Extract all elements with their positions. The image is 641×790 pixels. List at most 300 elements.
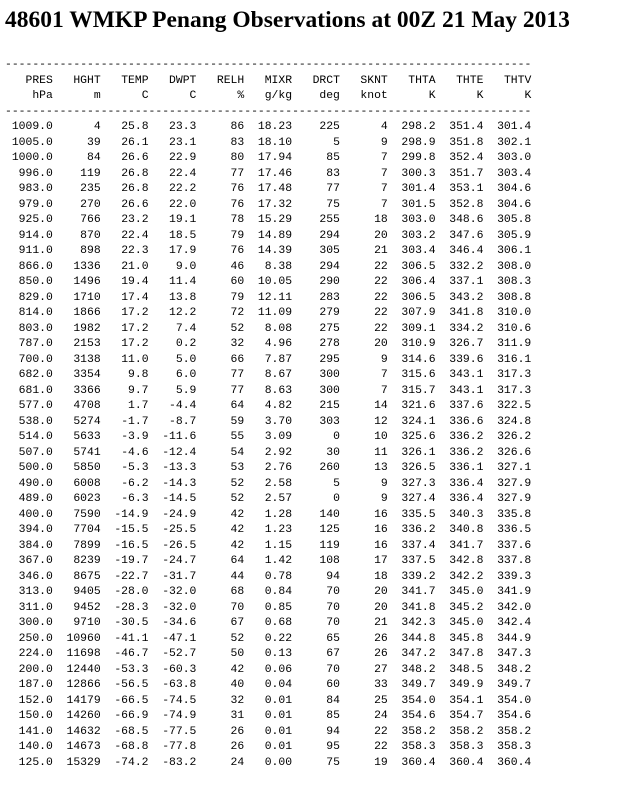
table-row-cell: 352.8 [449, 198, 484, 211]
table-row-cell: 65 [326, 632, 340, 645]
table-row-cell: 342.8 [449, 555, 484, 567]
table-row-cell: 300.0 [18, 617, 53, 629]
table-row [5, 632, 531, 648]
table-row [5, 415, 531, 431]
table-row-cell: -66.9 [114, 710, 149, 722]
table-row-cell: 299.8 [401, 152, 436, 164]
table-row-cell: 346.0 [18, 570, 53, 583]
column-unit [5, 89, 531, 105]
table-row-cell: 67 [230, 617, 245, 629]
table-row [5, 120, 531, 136]
table-row-cell: 306.5 [401, 260, 436, 273]
table-row-cell: 26.6 [121, 198, 149, 211]
table-row-cell: 32 [230, 338, 245, 350]
table-row-cell: 150.0 [18, 710, 53, 722]
table-row-cell: 301.4 [497, 121, 532, 133]
table-row-cell: 305.9 [497, 229, 532, 242]
table-row-cell: 22 [374, 725, 388, 738]
table-row-cell: 119 [80, 167, 101, 180]
table-row-cell: 26.8 [121, 167, 149, 180]
table-row-cell: 346.4 [449, 245, 484, 257]
table-row-cell: 337.1 [449, 276, 484, 288]
table-row-cell: 345.2 [449, 601, 484, 614]
table-row-cell: 979.0 [18, 198, 53, 211]
table-row-cell: 77 [230, 167, 245, 180]
table-row [5, 554, 531, 570]
table-row-cell: 681.0 [18, 384, 53, 397]
table-row-cell: 64 [230, 400, 245, 412]
table-row-cell: 11.0 [121, 353, 149, 366]
table-row-cell: 26.8 [121, 183, 149, 195]
table-row-cell: 577.0 [18, 400, 53, 412]
table-row-cell: 300.3 [401, 167, 436, 180]
table-row-cell: 26 [374, 648, 388, 660]
table-row-cell: 21.0 [121, 260, 149, 273]
table-row-cell: 3.70 [264, 415, 293, 428]
table-row-cell: 86 [230, 121, 245, 133]
table-row-cell: 354.7 [449, 710, 484, 722]
table-row-cell: 850.0 [18, 276, 53, 288]
table-row-cell: 18 [374, 214, 388, 226]
table-row-cell: 4708 [73, 400, 101, 412]
table-row-cell: 11698 [66, 648, 101, 660]
table-row-cell: 347.3 [497, 648, 532, 660]
table-row-cell: 68 [230, 586, 245, 598]
table-row-cell: 310.6 [497, 322, 532, 335]
table-row-cell: -66.5 [114, 694, 149, 707]
table-row-cell: 1.7 [128, 400, 149, 412]
table-row [5, 399, 531, 415]
table-row [5, 260, 531, 276]
rule-line: ----------------------------------------------------------------------------- [5, 59, 532, 71]
table-row-cell: 10.05 [257, 276, 293, 288]
table-row-cell: -68.5 [114, 725, 149, 738]
table-row-cell: 75 [326, 198, 340, 211]
table-row-cell: 95 [326, 741, 340, 753]
table-row-cell: 10960 [66, 632, 101, 645]
table-row-cell: 314.6 [401, 353, 436, 366]
table-row-cell: 0.22 [264, 632, 293, 645]
table-row-cell: 489.0 [18, 493, 53, 505]
column-header-cell: DRCT [312, 74, 340, 87]
table-row-cell: 24 [230, 756, 245, 769]
table-row-cell: 5.0 [175, 353, 197, 366]
table-row-cell: -5.3 [121, 462, 149, 474]
table-row-cell: 308.0 [497, 260, 532, 273]
table-row-cell: 14179 [66, 694, 101, 707]
table-row-cell: 9 [380, 493, 388, 505]
table-row-cell: 358.2 [497, 725, 532, 738]
table-row-cell: 12.2 [169, 307, 197, 319]
table-row-cell: 354.1 [449, 694, 484, 707]
table-row-cell: 1336 [73, 260, 101, 273]
table-row-cell: 345.0 [449, 617, 484, 629]
column-header-cell: THTA [408, 74, 436, 87]
table-row-cell: 7 [380, 152, 388, 164]
column-unit-cell: C [141, 90, 149, 102]
table-row-cell: 1009.0 [11, 121, 53, 133]
table-row-cell: -30.5 [114, 617, 149, 629]
table-row-cell: 23.3 [169, 121, 197, 133]
table-row-cell: 16 [374, 539, 388, 552]
table-row [5, 740, 531, 756]
table-row-cell: 7 [380, 198, 388, 211]
table-row-cell: 22 [374, 291, 388, 304]
table-row-cell: 7 [380, 369, 388, 381]
table-row-cell: 303.0 [401, 214, 436, 226]
table-row-cell: 358.3 [401, 741, 436, 753]
table-row-cell: 125 [319, 524, 340, 536]
table-row-cell: 0.01 [264, 725, 293, 738]
table-row-cell: 4 [380, 121, 388, 133]
table-row-cell: 306.4 [401, 276, 436, 288]
table-row-cell: 305 [319, 245, 340, 257]
table-row-cell: 26 [230, 741, 245, 753]
table-row-cell: 22.0 [169, 198, 197, 211]
column-header-cell: RELH [216, 74, 245, 87]
table-row-cell: 2.57 [264, 493, 293, 505]
table-row-cell: -8.7 [169, 415, 197, 428]
table-row-cell: 17.9 [169, 245, 197, 257]
table-row-cell: 327.3 [401, 477, 436, 490]
table-row-cell: 367.0 [18, 555, 53, 567]
column-unit-cell: C [189, 90, 197, 102]
table-row-cell: -3.9 [121, 431, 149, 443]
table-row-cell: 0.2 [175, 338, 197, 350]
table-row-cell: 27 [374, 663, 388, 676]
table-row-cell: 22.4 [169, 167, 197, 180]
table-row-cell: 42 [230, 524, 245, 536]
table-row-cell: 384.0 [18, 539, 53, 552]
table-row-cell: 70 [230, 601, 245, 614]
table-row-cell: 337.6 [497, 539, 532, 552]
table-row-cell: 340.3 [449, 508, 484, 521]
table-row-cell: 84 [326, 694, 340, 707]
table-row-cell: 224.0 [18, 648, 53, 660]
table-row-cell: 141.0 [18, 725, 53, 738]
table-row-cell: 766 [80, 214, 101, 226]
table-row-cell: 22.3 [121, 245, 149, 257]
table-row-cell: 342.4 [497, 617, 532, 629]
table-row-cell: 225 [319, 121, 340, 133]
table-row-cell: 235 [80, 183, 101, 195]
table-row [5, 756, 531, 772]
table-row-cell: 353.1 [449, 183, 484, 195]
table-row-cell: -77.5 [162, 725, 197, 738]
table-row-cell: 14673 [66, 741, 101, 753]
table-row-cell: 3354 [73, 369, 101, 381]
column-header [5, 74, 531, 90]
table-row-cell: 1710 [73, 291, 101, 304]
table-row-cell: 64 [230, 555, 245, 567]
table-row [5, 430, 531, 446]
table-row-cell: 17.2 [121, 307, 149, 319]
table-row-cell: 6023 [73, 493, 101, 505]
table-row-cell: 348.2 [401, 663, 436, 676]
table-row-cell: 358.3 [497, 741, 532, 753]
table-row-cell: 354.0 [401, 694, 436, 707]
table-row-cell: 327.9 [497, 477, 532, 490]
table-row-cell: 26 [230, 725, 245, 738]
table-row-cell: 310.0 [497, 307, 532, 319]
table-row-cell: 341.8 [449, 307, 484, 319]
table-row-cell: 345.0 [449, 586, 484, 598]
table-row-cell: 20 [374, 229, 388, 242]
table-row-cell: 307.9 [401, 307, 436, 319]
table-row-cell: 22 [374, 276, 388, 288]
table-row-cell: 76 [230, 183, 245, 195]
table-row-cell: 40 [230, 679, 245, 691]
table-row-cell: 278 [319, 338, 340, 350]
table-row-cell: 279 [319, 307, 340, 319]
table-row-cell: -77.8 [162, 741, 197, 753]
table-row-cell: -68.8 [114, 741, 149, 753]
table-row-cell: 22.2 [169, 183, 197, 195]
table-row-cell: 8.67 [264, 369, 293, 381]
table-row-cell: 5633 [73, 431, 101, 443]
table-row-cell: -4.4 [169, 400, 197, 412]
table-row-cell: 983.0 [18, 183, 53, 195]
table-row-cell: 354.0 [497, 694, 532, 707]
table-row-cell: 327.1 [497, 462, 532, 474]
table-row-cell: 814.0 [18, 307, 53, 319]
table-row-cell: 303 [319, 415, 340, 428]
table-row-cell: 911.0 [18, 245, 53, 257]
table-row-cell: 14260 [66, 710, 101, 722]
table-row-cell: 3138 [73, 353, 101, 366]
table-row-cell: -26.5 [162, 539, 197, 552]
table-row-cell: 0.84 [264, 586, 293, 598]
table-row-cell: 25.8 [121, 121, 149, 133]
column-header-cell: MIXR [264, 74, 293, 87]
table-row-cell: 7 [380, 167, 388, 180]
table-row-cell: 60 [230, 276, 245, 288]
table-row-cell: 70 [326, 601, 340, 614]
table-row-cell: 8239 [73, 555, 101, 567]
table-row-cell: 0 [333, 431, 340, 443]
column-unit-cell: K [524, 90, 532, 102]
table-row-cell: 305.8 [497, 214, 532, 226]
table-row-cell: 300 [319, 384, 340, 397]
table-row-cell: 0.04 [264, 679, 293, 691]
table-row-cell: 294 [319, 229, 340, 242]
table-row-cell: -6.3 [121, 493, 149, 505]
table-row-cell: 348.5 [449, 663, 484, 676]
table-row-cell: 347.2 [401, 648, 436, 660]
table-row-cell: 1982 [73, 322, 101, 335]
table-row-cell: 301.5 [401, 198, 436, 211]
table-row-cell: 345.8 [449, 632, 484, 645]
table-row-cell: 9.8 [128, 369, 149, 381]
table-row-cell: 9405 [73, 586, 101, 598]
table-row-cell: 0.06 [264, 663, 293, 676]
table-row-cell: 360.4 [449, 756, 484, 769]
table-row-cell: 22 [374, 322, 388, 335]
column-header-cell: THTV [503, 74, 532, 87]
table-row-cell: 16 [374, 524, 388, 536]
table-row-cell: 351.7 [449, 167, 484, 180]
table-row-cell: 9 [380, 477, 388, 490]
table-row [5, 523, 531, 539]
table-row-cell: 77 [230, 369, 245, 381]
table-row [5, 182, 531, 198]
table-row-cell: 341.7 [449, 539, 484, 552]
table-row-cell: 70 [326, 663, 340, 676]
table-row-cell: 317.3 [497, 384, 532, 397]
table-row-cell: 14.39 [257, 245, 293, 257]
table-row-cell: 335.5 [401, 508, 436, 521]
table-row-cell: 12 [374, 415, 388, 428]
table-row-cell: 317.3 [497, 369, 532, 381]
table-row-cell: -32.0 [162, 601, 197, 614]
table-row-cell: -11.6 [162, 431, 197, 443]
page-title: 48601 WMKP Penang Observations at 00Z 21 May 2013 [5, 7, 570, 33]
table-row-cell: 339.2 [401, 570, 436, 583]
table-row-cell: 326.1 [401, 446, 436, 459]
table-row-cell: 0.01 [264, 741, 293, 753]
table-row [5, 585, 531, 601]
table-row-cell: -22.7 [114, 570, 149, 583]
table-row-cell: 1.23 [264, 524, 293, 536]
column-header-cell: HGHT [73, 74, 101, 87]
table-row-cell: 321.6 [401, 400, 436, 412]
table-row-cell: 326.6 [497, 446, 532, 459]
table-row [5, 446, 531, 462]
table-row-cell: 17.2 [121, 338, 149, 350]
table-row-cell: 15329 [66, 756, 101, 769]
table-row-cell: 354.6 [497, 710, 532, 722]
column-unit-cell: g/kg [264, 90, 293, 102]
table-row-cell: 3.09 [264, 431, 293, 443]
table-row-cell: 326.7 [449, 338, 484, 350]
table-row-cell: 340.8 [449, 524, 484, 536]
table-row-cell: 14632 [66, 725, 101, 738]
table-row-cell: 108 [319, 555, 340, 567]
table-row-cell: 700.0 [18, 353, 53, 366]
table-row-cell: 21 [374, 245, 388, 257]
table-row-cell: 0.00 [264, 756, 293, 769]
table-row-cell: 316.1 [497, 353, 532, 366]
table-row [5, 151, 531, 167]
table-row-cell: -52.7 [162, 648, 197, 660]
table-row-cell: 352.4 [449, 152, 484, 164]
table-row-cell: -16.5 [114, 539, 149, 552]
table-row-cell: -56.5 [114, 679, 149, 691]
table-row-cell: 17.94 [257, 152, 293, 164]
table-row-cell: 20 [374, 586, 388, 598]
table-row-cell: 39 [87, 136, 101, 149]
table-row-cell: 5 [333, 477, 340, 490]
table-row-cell: 140 [319, 508, 340, 521]
table-row-cell: 9452 [73, 601, 101, 614]
table-row-cell: 24 [374, 710, 388, 722]
table-row-cell: 33 [374, 679, 388, 691]
table-row-cell: -25.5 [162, 524, 197, 536]
table-row-cell: 1.42 [264, 555, 293, 567]
table-row-cell: 337.4 [401, 539, 436, 552]
table-row [5, 322, 531, 338]
table-row [5, 725, 531, 741]
table-row-cell: 12866 [66, 679, 101, 691]
table-row-cell: 11 [374, 446, 388, 459]
table-row-cell: 7899 [73, 539, 101, 552]
table-row-cell: 8.08 [264, 322, 293, 335]
table-row-cell: 9 [380, 136, 388, 149]
column-header-cell: TEMP [121, 74, 149, 87]
table-row-cell: 1.28 [264, 508, 293, 521]
table-row-cell: 13.8 [169, 291, 197, 304]
table-row-cell: 327.9 [497, 493, 532, 505]
table-row-cell: -32.0 [162, 586, 197, 598]
table-row-cell: 14.89 [257, 229, 293, 242]
table-row-cell: 829.0 [18, 291, 53, 304]
table-row-cell: 8675 [73, 570, 101, 583]
table-row [5, 539, 531, 555]
table-row [5, 709, 531, 725]
table-row-cell: 22.4 [121, 229, 149, 242]
table-row-cell: 22 [374, 307, 388, 319]
table-row-cell: 6.0 [175, 369, 197, 381]
table-row-cell: 351.8 [449, 136, 484, 149]
table-row-cell: 4.82 [264, 400, 293, 412]
table-row-cell: 337.8 [497, 555, 532, 567]
table-row [5, 601, 531, 617]
table-row-cell: 294 [319, 260, 340, 273]
table-row-cell: 324.8 [497, 415, 532, 428]
table-row-cell: 342.0 [497, 601, 532, 614]
table-row-cell: 50 [230, 648, 245, 660]
table-row-cell: 25 [374, 694, 388, 707]
table-row-cell: 358.2 [449, 725, 484, 738]
table-row-cell: 20 [374, 601, 388, 614]
table-row-cell: 348.2 [497, 663, 532, 676]
table-row-cell: 339.6 [449, 353, 484, 366]
table-row-cell: 336.6 [449, 415, 484, 428]
table-row-cell: 5741 [73, 446, 101, 459]
table-row-cell: 17.48 [257, 183, 293, 195]
rule-line: ----------------------------------------------------------------------------- [5, 105, 532, 118]
column-unit-cell: K [428, 90, 436, 102]
table-row [5, 167, 531, 183]
table-row-cell: 348.6 [449, 214, 484, 226]
table-row-cell: 1866 [73, 307, 101, 319]
table-row-cell: -31.7 [162, 570, 197, 583]
table-row-cell: -46.7 [114, 648, 149, 660]
table-row-cell: 77 [230, 384, 245, 397]
table-row-cell: 360.4 [401, 756, 436, 769]
table-row-cell: 7590 [73, 508, 101, 521]
table-row-cell: 342.3 [401, 617, 436, 629]
table-row-cell: 2.76 [264, 462, 293, 474]
table-row-cell: 9.7 [128, 384, 149, 397]
table-row-cell: 337.6 [449, 400, 484, 412]
table-row-cell: 309.1 [401, 322, 436, 335]
table-row [5, 616, 531, 632]
table-row-cell: 18.23 [257, 121, 293, 133]
table-row-cell: 119 [319, 539, 340, 552]
table-row-cell: 313.0 [18, 586, 53, 598]
table-row-cell: 349.7 [401, 679, 436, 691]
table-row-cell: 300 [319, 369, 340, 381]
table-row-cell: 354.6 [401, 710, 436, 722]
table-row-cell: 17.46 [257, 167, 293, 180]
table-row-cell: 52 [230, 493, 245, 505]
table-row-cell: -13.3 [162, 462, 197, 474]
table-row-cell: 26.1 [121, 136, 149, 149]
table-row-cell: 26 [374, 632, 388, 645]
table-row-cell: 4 [93, 121, 101, 133]
table-row-cell: 22 [374, 741, 388, 753]
